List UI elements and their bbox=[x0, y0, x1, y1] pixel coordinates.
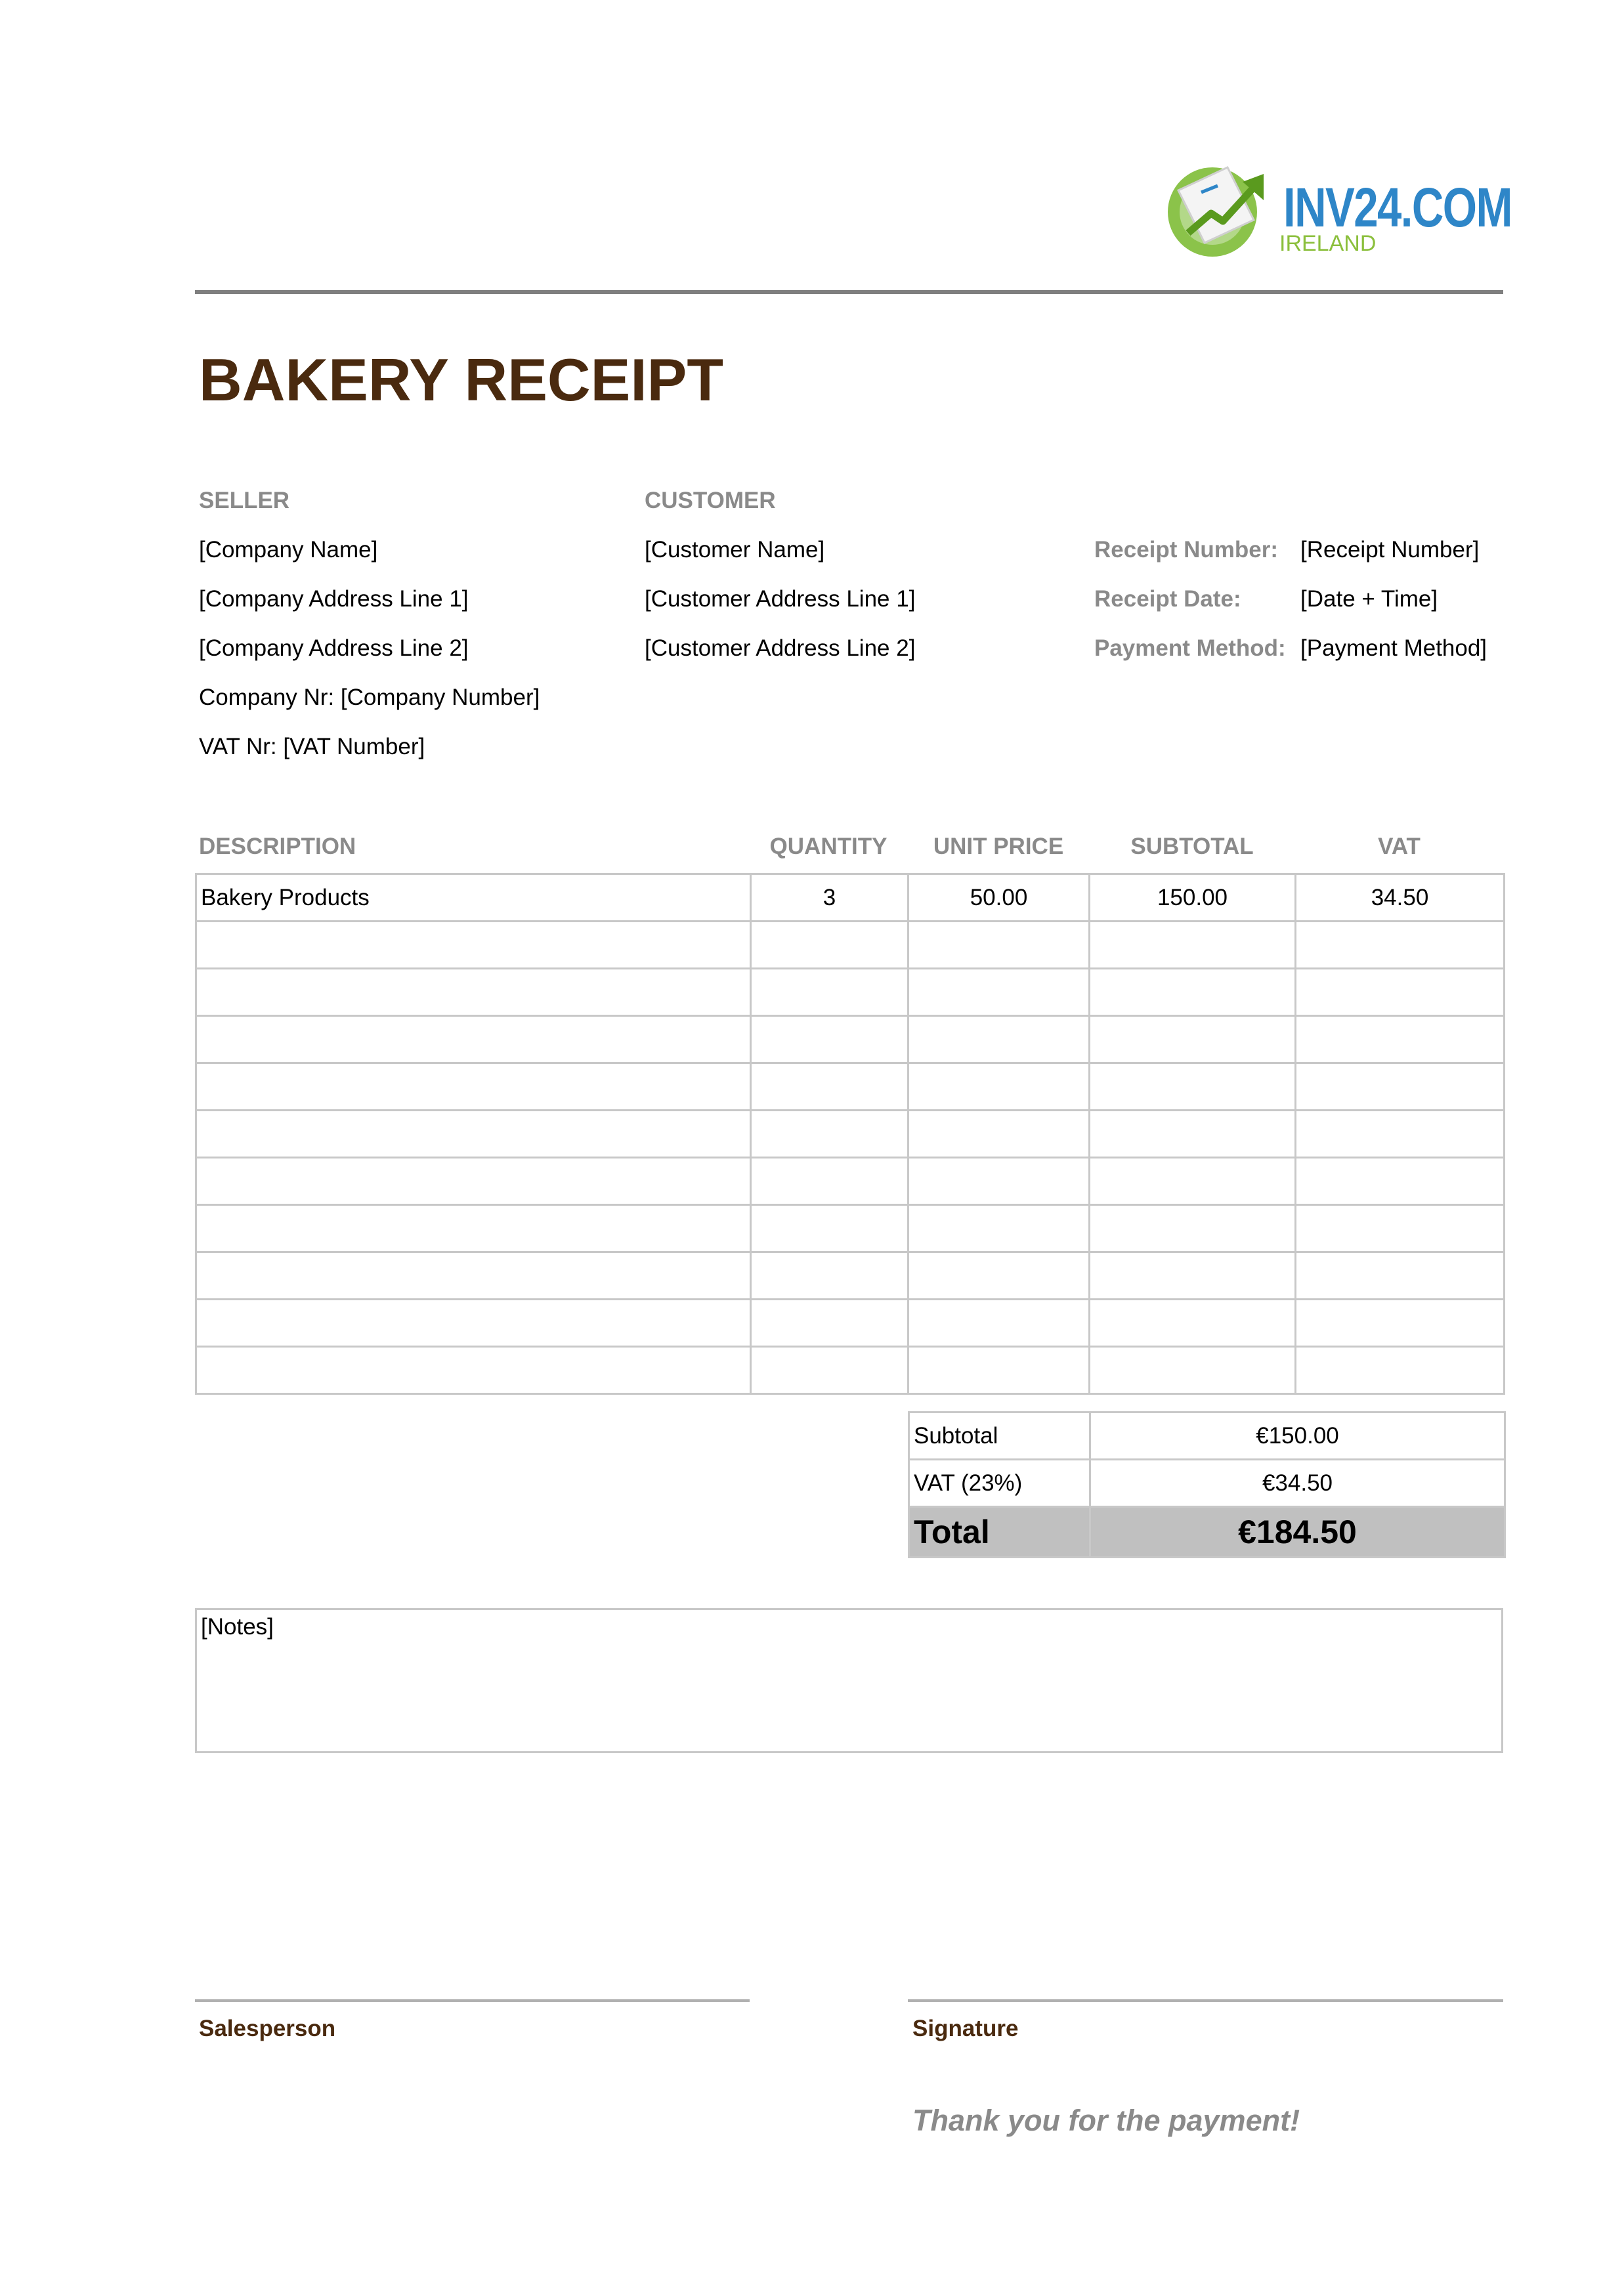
table-row bbox=[196, 1111, 1505, 1158]
cell-vat bbox=[1296, 922, 1505, 969]
salesperson-signature-line bbox=[195, 1999, 750, 2002]
subtotal-value: €150.00 bbox=[1090, 1413, 1505, 1460]
payment-method-label: Payment Method: bbox=[1094, 635, 1286, 661]
cell-subtotal bbox=[1090, 1252, 1296, 1300]
cell-subtotal bbox=[1090, 1347, 1296, 1394]
cell-unit-price: 50.00 bbox=[908, 874, 1090, 922]
table-row bbox=[196, 874, 1505, 922]
cell-description bbox=[196, 1016, 751, 1063]
vat-value: €34.50 bbox=[1090, 1460, 1505, 1507]
cell-subtotal bbox=[1090, 1158, 1296, 1205]
cell-quantity bbox=[751, 1347, 908, 1394]
cell-unit-price bbox=[908, 969, 1090, 1016]
cell-quantity bbox=[751, 1016, 908, 1063]
customer-signature-line bbox=[908, 1999, 1503, 2002]
cell-subtotal bbox=[1090, 1016, 1296, 1063]
total-value: €184.50 bbox=[1090, 1507, 1505, 1558]
receipt-date-label: Receipt Date: bbox=[1094, 586, 1241, 612]
cell-quantity bbox=[751, 1300, 908, 1347]
cell-description bbox=[196, 1300, 751, 1347]
cell-description bbox=[196, 969, 751, 1016]
notes-box[interactable] bbox=[195, 1608, 1503, 1753]
subtotal-label: Subtotal bbox=[909, 1413, 1090, 1460]
column-header-unit-price: UNIT PRICE bbox=[933, 834, 1064, 859]
cell-unit-price bbox=[908, 1111, 1090, 1158]
table-row bbox=[196, 1016, 1505, 1063]
table-row bbox=[196, 922, 1505, 969]
cell-subtotal bbox=[1090, 922, 1296, 969]
table-row bbox=[196, 1063, 1505, 1111]
seller-heading: SELLER bbox=[199, 488, 290, 513]
cell-vat bbox=[1296, 1158, 1505, 1205]
cell-subtotal bbox=[1090, 1300, 1296, 1347]
total-label: Total bbox=[909, 1507, 1090, 1558]
cell-quantity bbox=[751, 922, 908, 969]
cell-quantity: 3 bbox=[751, 874, 908, 922]
cell-vat: 34.50 bbox=[1296, 874, 1505, 922]
column-header-subtotal: SUBTOTAL bbox=[1130, 834, 1254, 859]
customer-address-line-1: [Customer Address Line 1] bbox=[645, 586, 916, 612]
customer-address-line-2: [Customer Address Line 2] bbox=[645, 635, 916, 661]
vat-label: VAT (23%) bbox=[909, 1460, 1090, 1507]
cell-unit-price bbox=[908, 1016, 1090, 1063]
cell-quantity bbox=[751, 1205, 908, 1252]
table-row bbox=[196, 1205, 1505, 1252]
column-header-description: DESCRIPTION bbox=[199, 834, 356, 859]
customer-heading: CUSTOMER bbox=[645, 488, 776, 513]
payment-method-value: [Payment Method] bbox=[1300, 635, 1487, 661]
receipt-date-value: [Date + Time] bbox=[1300, 586, 1438, 612]
cell-unit-price bbox=[908, 922, 1090, 969]
cell-description bbox=[196, 1205, 751, 1252]
cell-vat bbox=[1296, 1300, 1505, 1347]
cell-quantity bbox=[751, 969, 908, 1016]
seller-company-number: Company Nr: [Company Number] bbox=[199, 685, 540, 710]
logo-wordmark: INV24.COM bbox=[1283, 177, 1512, 238]
cell-subtotal bbox=[1090, 969, 1296, 1016]
cell-description bbox=[196, 922, 751, 969]
seller-vat-number: VAT Nr: [VAT Number] bbox=[199, 734, 425, 759]
column-header-vat: VAT bbox=[1378, 834, 1421, 859]
customer-name: [Customer Name] bbox=[645, 537, 825, 563]
receipt-number-label: Receipt Number: bbox=[1094, 537, 1279, 563]
vat-row bbox=[909, 1460, 1505, 1507]
cell-quantity bbox=[751, 1158, 908, 1205]
cell-vat bbox=[1296, 1347, 1505, 1394]
cell-vat bbox=[1296, 1111, 1505, 1158]
cell-unit-price bbox=[908, 1252, 1090, 1300]
cell-quantity bbox=[751, 1063, 908, 1111]
seller-address-line-2: [Company Address Line 2] bbox=[199, 635, 469, 661]
invoice-growth-arrow-icon bbox=[1165, 161, 1290, 263]
cell-vat bbox=[1296, 969, 1505, 1016]
cell-quantity bbox=[751, 1252, 908, 1300]
table-row bbox=[196, 969, 1505, 1016]
totals-table bbox=[908, 1411, 1506, 1558]
cell-vat bbox=[1296, 1252, 1505, 1300]
salesperson-label: Salesperson bbox=[199, 2016, 336, 2041]
cell-unit-price bbox=[908, 1205, 1090, 1252]
cell-unit-price bbox=[908, 1158, 1090, 1205]
cell-unit-price bbox=[908, 1063, 1090, 1111]
cell-vat bbox=[1296, 1063, 1505, 1111]
cell-unit-price bbox=[908, 1300, 1090, 1347]
cell-description bbox=[196, 1252, 751, 1300]
cell-subtotal: 150.00 bbox=[1090, 874, 1296, 922]
column-header-quantity: QUANTITY bbox=[769, 834, 887, 859]
total-row bbox=[909, 1507, 1505, 1558]
seller-address-line-1: [Company Address Line 1] bbox=[199, 586, 469, 612]
receipt-number-value: [Receipt Number] bbox=[1300, 537, 1480, 563]
notes-text: [Notes] bbox=[201, 1614, 274, 1640]
thank-you-message: Thank you for the payment! bbox=[912, 2104, 1300, 2137]
cell-description bbox=[196, 1063, 751, 1111]
cell-quantity bbox=[751, 1111, 908, 1158]
signature-label: Signature bbox=[912, 2016, 1019, 2041]
logo-country: IRELAND bbox=[1279, 231, 1377, 256]
cell-subtotal bbox=[1090, 1063, 1296, 1111]
cell-subtotal bbox=[1090, 1111, 1296, 1158]
cell-description: Bakery Products bbox=[196, 874, 751, 922]
subtotal-row bbox=[909, 1413, 1505, 1460]
items-table bbox=[195, 873, 1505, 1395]
seller-company-name: [Company Name] bbox=[199, 537, 378, 563]
cell-unit-price bbox=[908, 1347, 1090, 1394]
cell-description bbox=[196, 1111, 751, 1158]
table-row bbox=[196, 1252, 1505, 1300]
table-row bbox=[196, 1300, 1505, 1347]
cell-vat bbox=[1296, 1205, 1505, 1252]
table-row bbox=[196, 1347, 1505, 1394]
page-title: BAKERY RECEIPT bbox=[199, 347, 723, 414]
table-row bbox=[196, 1158, 1505, 1205]
header-divider bbox=[195, 290, 1503, 294]
cell-vat bbox=[1296, 1016, 1505, 1063]
cell-description bbox=[196, 1347, 751, 1394]
cell-description bbox=[196, 1158, 751, 1205]
cell-subtotal bbox=[1090, 1205, 1296, 1252]
